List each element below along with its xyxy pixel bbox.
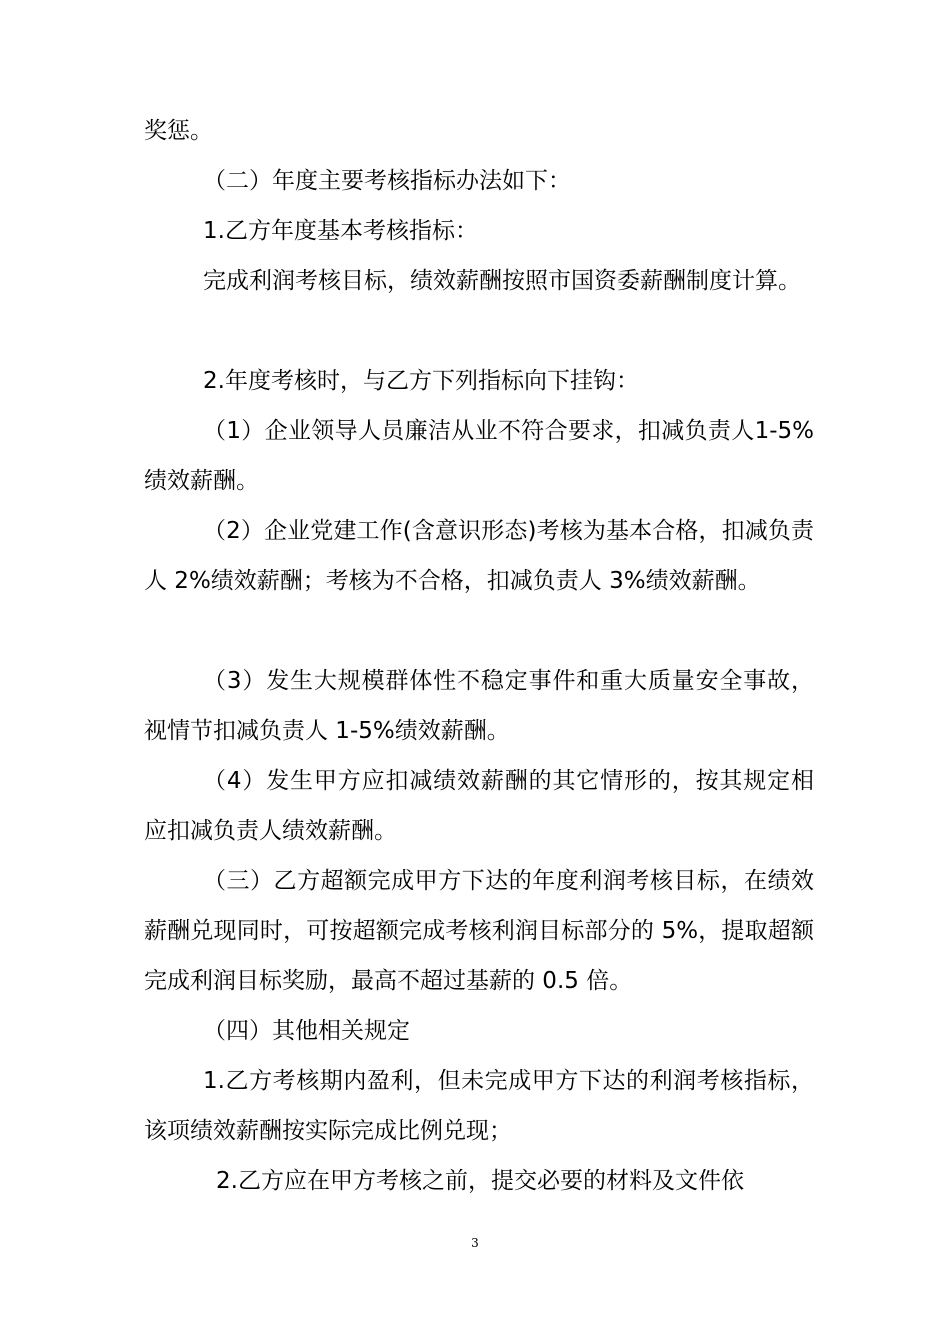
item-linked-indicators: 2.年度考核时，与乙方下列指标向下挂钩： bbox=[203, 368, 639, 394]
section-heading-annual-indicators: （二）年度主要考核指标办法如下： bbox=[203, 168, 571, 194]
page-number: 3 bbox=[471, 1236, 479, 1250]
section-heading-other-rules: （四）其他相关规定 bbox=[203, 1018, 410, 1044]
clause-other-deductions: （4）发生甲方应扣减绩效薪酬的其它情形的，按其规定相应扣减负责人绩效薪酬。 bbox=[144, 768, 814, 844]
item-basic-indicators: 1.乙方年度基本考核指标： bbox=[203, 218, 478, 244]
paragraph-profit-target: 完成利润考核目标，绩效薪酬按照市国资委薪酬制度计算。 bbox=[203, 268, 801, 294]
paragraph-continuation: 奖惩。 bbox=[144, 118, 213, 144]
clause-integrity: （1）企业领导人员廉洁从业不符合要求，扣减负责人1-5%绩效薪酬。 bbox=[144, 418, 814, 494]
clause-safety-incidents: （3）发生大规模群体性不稳定事件和重大质量安全事故，视情节扣减负责人 1-5%绩效薪酬。 bbox=[144, 668, 814, 744]
section-excess-profit-reward: （三）乙方超额完成甲方下达的年度利润考核目标，在绩效薪酬兑现同时，可按超额完成考核利润目标部分的 5%，提取超额完成利润目标奖励，最高不超过基薪的 0.5 倍。 bbox=[144, 868, 814, 994]
rule-partial-completion: 1.乙方考核期内盈利，但未完成甲方下达的利润考核指标，该项绩效薪酬按实际完成比例兑现； bbox=[144, 1068, 814, 1144]
clause-party-building: （2）企业党建工作(含意识形态)考核为基本合格，扣减负责人 2%绩效薪酬；考核为不合格，扣减负责人 3%绩效薪酬。 bbox=[144, 518, 814, 594]
rule-submit-materials: 2.乙方应在甲方考核之前，提交必要的材料及文件依 bbox=[216, 1168, 744, 1194]
